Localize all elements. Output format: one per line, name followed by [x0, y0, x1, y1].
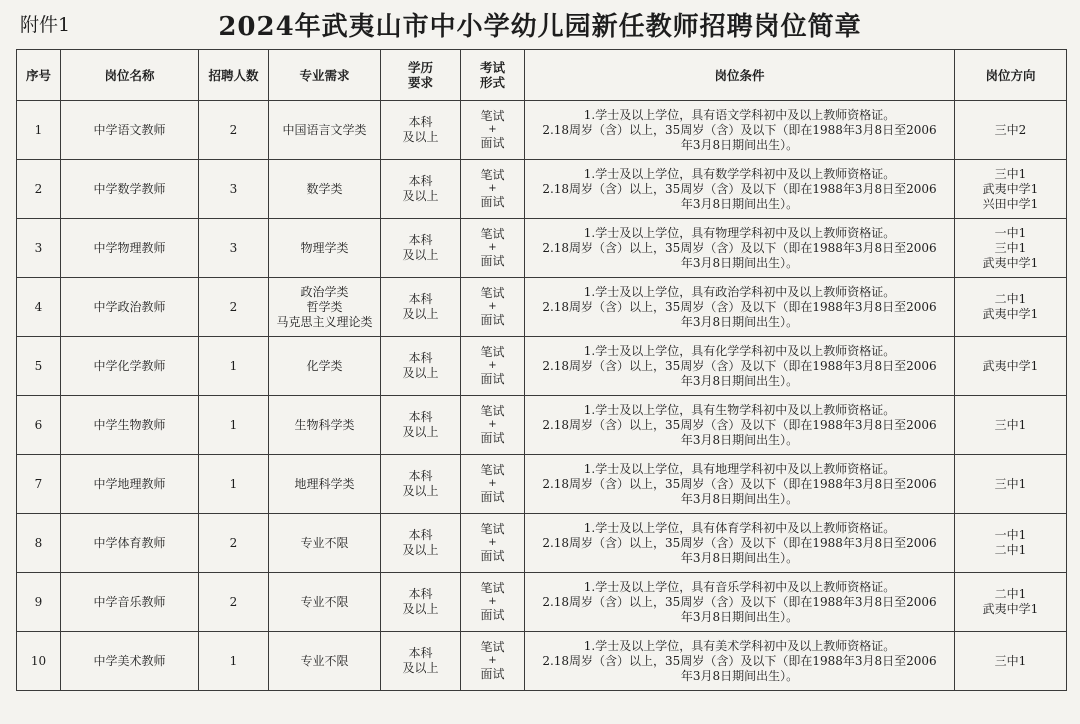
- cell-conditions: [525, 101, 955, 160]
- cell-conditions: [525, 337, 955, 396]
- education-line: 及以上: [402, 602, 439, 616]
- cell-direction: [955, 219, 1067, 278]
- cell-exam: [461, 278, 525, 337]
- cell-direction: [955, 573, 1067, 632]
- education-line: 本科: [408, 587, 433, 601]
- education-line: 及以上: [402, 425, 439, 439]
- condition-line: 1.学士及以上学位，具有音乐学科初中及以上教师资格证。: [583, 579, 896, 594]
- education-line: 本科: [408, 646, 433, 660]
- cell-seq: 2: [17, 160, 61, 219]
- cell-exam: [461, 101, 525, 160]
- education-line: 及以上: [402, 189, 439, 203]
- direction-line: 二中1: [994, 587, 1027, 601]
- exam-line: 面试: [480, 136, 505, 150]
- cell-count: 1: [199, 455, 269, 514]
- education-line: 本科: [408, 469, 433, 483]
- major-line: 政治学类: [300, 284, 349, 299]
- cell-education: [381, 337, 461, 396]
- direction-line: 三中1: [994, 417, 1027, 432]
- cell-major: [269, 160, 381, 219]
- direction-line: 二中1: [994, 543, 1027, 557]
- exam-line: 面试: [480, 549, 505, 563]
- cell-direction: [955, 632, 1067, 691]
- cell-education: [381, 219, 461, 278]
- cell-count: 1: [199, 396, 269, 455]
- condition-line: 2.18周岁（含）以上，35周岁（含）及以下（即在1988年3月8日至2006: [542, 299, 937, 314]
- education-line: 及以上: [402, 484, 439, 498]
- condition-line: 年3月8日期间出生）。: [680, 432, 799, 447]
- header-position: 岗位名称: [61, 50, 199, 101]
- condition-line: 1.学士及以上学位，具有地理学科初中及以上教师资格证。: [583, 461, 896, 476]
- condition-line: 1.学士及以上学位，具有生物学科初中及以上教师资格证。: [583, 402, 896, 417]
- cell-exam: [461, 396, 525, 455]
- direction-line: 兴田中学1: [982, 196, 1039, 211]
- condition-line: 年3月8日期间出生）。: [680, 668, 799, 683]
- cell-education: [381, 160, 461, 219]
- cell-major: [269, 101, 381, 160]
- direction-line: 二中1: [994, 292, 1027, 306]
- cell-conditions: [525, 632, 955, 691]
- recruitment-table: [16, 49, 1067, 691]
- exam-line: 面试: [480, 608, 505, 622]
- cell-major: [269, 455, 381, 514]
- exam-line: 笔试: [480, 522, 505, 536]
- cell-education: [381, 514, 461, 573]
- cell-count: 2: [199, 514, 269, 573]
- education-line: 本科: [408, 351, 433, 365]
- cell-position: 中学音乐教师: [61, 573, 199, 632]
- cell-conditions: [525, 455, 955, 514]
- major-line: 专业不限: [300, 594, 349, 609]
- exam-line: 笔试: [480, 463, 505, 477]
- major-line: 中国语言文学类: [282, 122, 367, 137]
- cell-major: [269, 632, 381, 691]
- major-line: 专业不限: [300, 653, 349, 668]
- cell-exam: [461, 337, 525, 396]
- header-seq: 序号: [17, 50, 61, 101]
- cell-education: [381, 455, 461, 514]
- cell-direction: [955, 278, 1067, 337]
- page-title: 2024年武夷山市中小学幼儿园新任教师招聘岗位简章: [218, 12, 862, 42]
- cell-position: 中学化学教师: [61, 337, 199, 396]
- table-row: [17, 632, 1067, 691]
- cell-major: [269, 219, 381, 278]
- condition-line: 年3月8日期间出生）。: [680, 373, 799, 388]
- condition-line: 年3月8日期间出生）。: [680, 314, 799, 329]
- direction-line: 三中1: [994, 166, 1027, 181]
- condition-line: 2.18周岁（含）以上，35周岁（含）及以下（即在1988年3月8日至2006: [542, 653, 937, 668]
- condition-line: 年3月8日期间出生）。: [680, 196, 799, 211]
- cell-seq: 1: [17, 101, 61, 160]
- cell-position: 中学地理教师: [61, 455, 199, 514]
- table-row: [17, 278, 1067, 337]
- exam-line: +: [488, 537, 497, 548]
- education-line: 本科: [408, 292, 433, 306]
- exam-line: 面试: [480, 195, 505, 209]
- exam-line: +: [488, 655, 497, 666]
- condition-line: 2.18周岁（含）以上，35周岁（含）及以下（即在1988年3月8日至2006: [542, 358, 937, 373]
- header-education-line: 要求: [407, 75, 433, 90]
- direction-line: 武夷中学1: [982, 307, 1039, 321]
- cell-major: [269, 337, 381, 396]
- exam-line: 笔试: [480, 581, 505, 595]
- exam-line: +: [488, 596, 497, 607]
- attachment-label: 附件1: [20, 14, 71, 36]
- cell-direction: [955, 396, 1067, 455]
- cell-position: 中学美术教师: [61, 632, 199, 691]
- condition-line: 2.18周岁（含）以上，35周岁（含）及以下（即在1988年3月8日至2006: [542, 476, 937, 491]
- cell-position: 中学数学教师: [61, 160, 199, 219]
- cell-conditions: [525, 396, 955, 455]
- header-education-line: 学历: [407, 60, 433, 75]
- header-exam: [461, 50, 525, 101]
- header-major: 专业需求: [269, 50, 381, 101]
- exam-line: 面试: [480, 490, 505, 504]
- cell-exam: [461, 573, 525, 632]
- education-line: 及以上: [402, 130, 439, 144]
- cell-education: [381, 632, 461, 691]
- exam-line: 面试: [480, 254, 505, 268]
- cell-count: 1: [199, 632, 269, 691]
- cell-count: 3: [199, 219, 269, 278]
- exam-line: 笔试: [480, 168, 505, 182]
- education-line: 本科: [408, 115, 433, 129]
- cell-exam: [461, 219, 525, 278]
- table-row: [17, 514, 1067, 573]
- condition-line: 年3月8日期间出生）。: [680, 550, 799, 565]
- header-exam-line: 考试: [479, 60, 505, 75]
- cell-major: [269, 514, 381, 573]
- cell-count: 3: [199, 160, 269, 219]
- exam-line: +: [488, 301, 497, 312]
- direction-line: 武夷中学1: [982, 358, 1039, 373]
- condition-line: 1.学士及以上学位，具有体育学科初中及以上教师资格证。: [583, 520, 896, 535]
- exam-line: 面试: [480, 431, 505, 445]
- major-line: 专业不限: [300, 535, 349, 550]
- table-row: [17, 455, 1067, 514]
- cell-conditions: [525, 573, 955, 632]
- major-line: 地理科学类: [294, 476, 355, 491]
- exam-line: 笔试: [480, 227, 505, 241]
- table-row: [17, 337, 1067, 396]
- cell-conditions: [525, 514, 955, 573]
- cell-count: 1: [199, 337, 269, 396]
- condition-line: 1.学士及以上学位，具有物理学科初中及以上教师资格证。: [583, 225, 896, 240]
- cell-major: [269, 396, 381, 455]
- cell-direction: [955, 101, 1067, 160]
- education-line: 本科: [408, 410, 433, 424]
- education-line: 及以上: [402, 543, 439, 557]
- table-row: [17, 219, 1067, 278]
- cell-exam: [461, 632, 525, 691]
- table-header-row: [17, 50, 1067, 101]
- condition-line: 年3月8日期间出生）。: [680, 491, 799, 506]
- cell-count: 2: [199, 278, 269, 337]
- cell-exam: [461, 455, 525, 514]
- direction-line: 一中1: [994, 225, 1027, 240]
- cell-position: 中学物理教师: [61, 219, 199, 278]
- cell-seq: 10: [17, 632, 61, 691]
- cell-major: [269, 278, 381, 337]
- cell-conditions: [525, 160, 955, 219]
- cell-position: 中学政治教师: [61, 278, 199, 337]
- direction-line: 一中1: [994, 528, 1027, 542]
- education-line: 本科: [408, 233, 433, 247]
- cell-count: 2: [199, 101, 269, 160]
- exam-line: +: [488, 419, 497, 430]
- header-direction: 岗位方向: [955, 50, 1067, 101]
- cell-education: [381, 573, 461, 632]
- major-line: 物理学类: [300, 240, 349, 255]
- major-line: 哲学类: [306, 299, 343, 314]
- exam-line: 笔试: [480, 640, 505, 654]
- education-line: 本科: [408, 528, 433, 542]
- condition-line: 2.18周岁（含）以上，35周岁（含）及以下（即在1988年3月8日至2006: [542, 181, 937, 196]
- direction-line: 武夷中学1: [982, 181, 1039, 196]
- education-line: 及以上: [402, 248, 439, 262]
- exam-line: +: [488, 360, 497, 371]
- exam-line: 笔试: [480, 345, 505, 359]
- exam-line: 笔试: [480, 404, 505, 418]
- cell-education: [381, 278, 461, 337]
- table-row: [17, 573, 1067, 632]
- condition-line: 年3月8日期间出生）。: [680, 609, 799, 624]
- condition-line: 2.18周岁（含）以上，35周岁（含）及以下（即在1988年3月8日至2006: [542, 417, 937, 432]
- exam-line: +: [488, 183, 497, 194]
- direction-line: 三中2: [994, 122, 1027, 137]
- table-row: [17, 396, 1067, 455]
- cell-direction: [955, 514, 1067, 573]
- cell-seq: 4: [17, 278, 61, 337]
- cell-exam: [461, 160, 525, 219]
- education-line: 本科: [408, 174, 433, 188]
- major-line: 马克思主义理论类: [276, 314, 373, 329]
- condition-line: 1.学士及以上学位，具有政治学科初中及以上教师资格证。: [583, 284, 896, 299]
- exam-line: 面试: [480, 372, 505, 386]
- cell-seq: 8: [17, 514, 61, 573]
- table-row: [17, 160, 1067, 219]
- cell-major: [269, 573, 381, 632]
- direction-line: 三中1: [994, 653, 1027, 668]
- cell-seq: 9: [17, 573, 61, 632]
- direction-line: 三中1: [994, 240, 1027, 255]
- exam-line: 笔试: [480, 109, 505, 123]
- table-row: [17, 101, 1067, 160]
- cell-education: [381, 101, 461, 160]
- education-line: 及以上: [402, 661, 439, 675]
- exam-line: 面试: [480, 667, 505, 681]
- condition-line: 2.18周岁（含）以上，35周岁（含）及以下（即在1988年3月8日至2006: [542, 594, 937, 609]
- exam-line: +: [488, 124, 497, 135]
- education-line: 及以上: [402, 366, 439, 380]
- cell-position: 中学语文教师: [61, 101, 199, 160]
- condition-line: 2.18周岁（含）以上，35周岁（含）及以下（即在1988年3月8日至2006: [542, 122, 937, 137]
- exam-line: +: [488, 242, 497, 253]
- exam-line: +: [488, 478, 497, 489]
- condition-line: 1.学士及以上学位，具有数学学科初中及以上教师资格证。: [583, 166, 896, 181]
- exam-line: 面试: [480, 313, 505, 327]
- condition-line: 1.学士及以上学位，具有语文学科初中及以上教师资格证。: [583, 107, 896, 122]
- major-line: 数学类: [306, 181, 343, 196]
- cell-seq: 5: [17, 337, 61, 396]
- direction-line: 三中1: [994, 476, 1027, 491]
- header-count: 招聘人数: [199, 50, 269, 101]
- direction-line: 武夷中学1: [982, 602, 1039, 616]
- condition-line: 1.学士及以上学位，具有化学学科初中及以上教师资格证。: [583, 343, 896, 358]
- cell-conditions: [525, 219, 955, 278]
- condition-line: 2.18周岁（含）以上，35周岁（含）及以下（即在1988年3月8日至2006: [542, 535, 937, 550]
- header-education: [381, 50, 461, 101]
- cell-seq: 7: [17, 455, 61, 514]
- condition-line: 1.学士及以上学位，具有美术学科初中及以上教师资格证。: [583, 638, 896, 653]
- condition-line: 年3月8日期间出生）。: [680, 255, 799, 270]
- cell-direction: [955, 160, 1067, 219]
- cell-education: [381, 396, 461, 455]
- direction-line: 武夷中学1: [982, 255, 1039, 270]
- cell-exam: [461, 514, 525, 573]
- header-conditions: 岗位条件: [525, 50, 955, 101]
- condition-line: 年3月8日期间出生）。: [680, 137, 799, 152]
- cell-seq: 3: [17, 219, 61, 278]
- cell-position: 中学体育教师: [61, 514, 199, 573]
- cell-count: 2: [199, 573, 269, 632]
- header-exam-line: 形式: [479, 75, 505, 90]
- cell-conditions: [525, 278, 955, 337]
- major-line: 生物科学类: [294, 417, 355, 432]
- cell-position: 中学生物教师: [61, 396, 199, 455]
- cell-direction: [955, 455, 1067, 514]
- major-line: 化学类: [306, 358, 343, 373]
- cell-direction: [955, 337, 1067, 396]
- education-line: 及以上: [402, 307, 439, 321]
- cell-seq: 6: [17, 396, 61, 455]
- condition-line: 2.18周岁（含）以上，35周岁（含）及以下（即在1988年3月8日至2006: [542, 240, 937, 255]
- exam-line: 笔试: [480, 286, 505, 300]
